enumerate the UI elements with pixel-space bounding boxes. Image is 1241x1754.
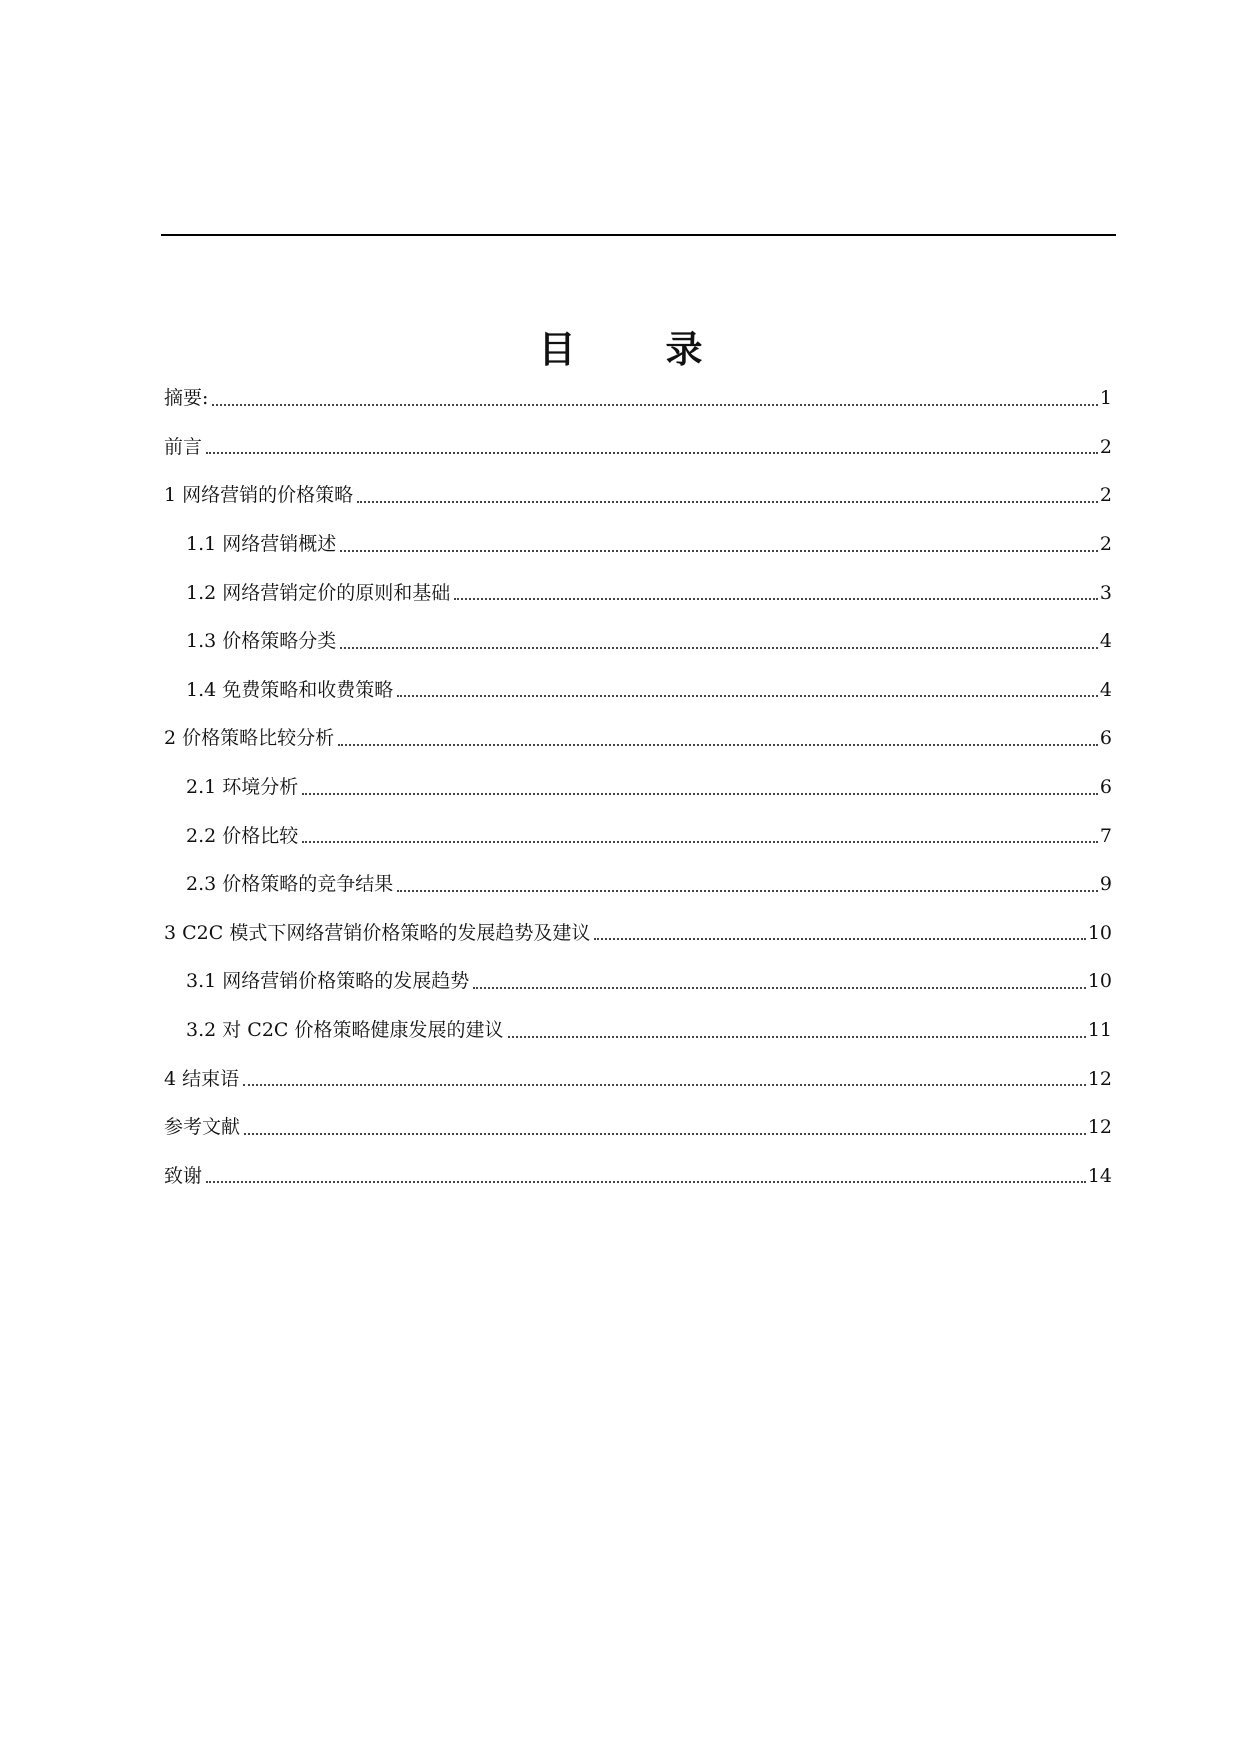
toc-entry-label: 2.2 价格比较 [186, 824, 299, 847]
toc-entry-page-number: 12 [1087, 1116, 1112, 1139]
toc-entry-label: 参考文献 [164, 1116, 241, 1139]
toc-entry[interactable] [164, 568, 1112, 617]
table-of-contents [164, 374, 1112, 1200]
dot-leader [340, 549, 1098, 552]
toc-entry[interactable] [164, 617, 1112, 666]
toc-entry-page-number: 2 [1099, 435, 1112, 458]
toc-entry-page-number: 10 [1087, 970, 1112, 993]
dot-leader [454, 597, 1098, 600]
dot-leader [244, 1132, 1086, 1135]
toc-entry-page-number: 1 [1099, 387, 1112, 410]
toc-entry-page-number: 3 [1099, 581, 1112, 604]
dot-leader [302, 840, 1098, 843]
toc-entry[interactable] [164, 909, 1112, 958]
dot-leader [212, 403, 1098, 406]
toc-entry-label: 2 价格策略比较分析 [164, 727, 335, 750]
toc-entry-label: 1 网络营销的价格策略 [164, 484, 354, 507]
toc-entry[interactable] [164, 1054, 1112, 1103]
dot-leader [340, 646, 1098, 649]
dot-leader [473, 986, 1086, 989]
toc-entry-label: 致谢 [164, 1164, 203, 1187]
toc-entry-page-number: 2 [1099, 533, 1112, 556]
toc-entry-page-number: 9 [1099, 873, 1112, 896]
toc-entry-page-number: 4 [1099, 630, 1112, 653]
toc-entry-page-number: 2 [1099, 484, 1112, 507]
title-char-2: 录 [665, 327, 703, 371]
toc-entry[interactable] [164, 520, 1112, 569]
toc-entry[interactable] [164, 1006, 1112, 1055]
toc-entry-label: 3.2 对 C2C 价格策略健康发展的建议 [186, 1019, 504, 1042]
dot-leader [508, 1035, 1086, 1038]
toc-entry[interactable] [164, 374, 1112, 423]
dot-leader [397, 694, 1098, 697]
toc-entry-label: 2.1 环境分析 [186, 776, 299, 799]
toc-entry[interactable] [164, 1103, 1112, 1152]
dot-leader [243, 1083, 1086, 1086]
toc-entry-label: 2.3 价格策略的竞争结果 [186, 873, 394, 896]
toc-entry-page-number: 10 [1087, 921, 1112, 944]
toc-entry[interactable] [164, 860, 1112, 909]
dot-leader [206, 451, 1098, 454]
toc-entry-label: 4 结束语 [164, 1067, 240, 1090]
toc-entry-label: 摘要: [164, 387, 209, 410]
toc-entry-label: 1.3 价格策略分类 [186, 630, 337, 653]
toc-entry-page-number: 7 [1099, 824, 1112, 847]
toc-entry-page-number: 11 [1087, 1019, 1112, 1042]
dot-leader [338, 743, 1098, 746]
dot-leader [357, 500, 1098, 503]
toc-entry-label: 前言 [164, 435, 203, 458]
page-title [0, 328, 1241, 372]
toc-entry[interactable] [164, 714, 1112, 763]
toc-entry-page-number: 14 [1087, 1164, 1112, 1187]
toc-entry[interactable] [164, 471, 1112, 520]
toc-entry-label: 1.4 免费策略和收费策略 [186, 678, 394, 701]
toc-entry[interactable] [164, 423, 1112, 472]
toc-entry[interactable] [164, 957, 1112, 1006]
toc-entry-page-number: 6 [1099, 776, 1112, 799]
toc-entry-page-number: 12 [1087, 1067, 1112, 1090]
header-rule [161, 234, 1116, 236]
dot-leader [397, 889, 1098, 892]
toc-entry-label: 3 C2C 模式下网络营销价格策略的发展趋势及建议 [164, 921, 591, 944]
dot-leader [206, 1180, 1086, 1183]
toc-entry-label: 1.2 网络营销定价的原则和基础 [186, 581, 451, 604]
toc-entry[interactable] [164, 666, 1112, 715]
toc-entry[interactable] [164, 811, 1112, 860]
title-char-1: 目 [538, 327, 576, 371]
dot-leader [594, 937, 1085, 940]
toc-entry-label: 1.1 网络营销概述 [186, 533, 337, 556]
toc-entry-label: 3.1 网络营销价格策略的发展趋势 [186, 970, 470, 993]
dot-leader [302, 792, 1098, 795]
toc-entry-page-number: 6 [1099, 727, 1112, 750]
toc-entry-page-number: 4 [1099, 678, 1112, 701]
toc-entry[interactable] [164, 1152, 1112, 1201]
toc-entry[interactable] [164, 763, 1112, 812]
